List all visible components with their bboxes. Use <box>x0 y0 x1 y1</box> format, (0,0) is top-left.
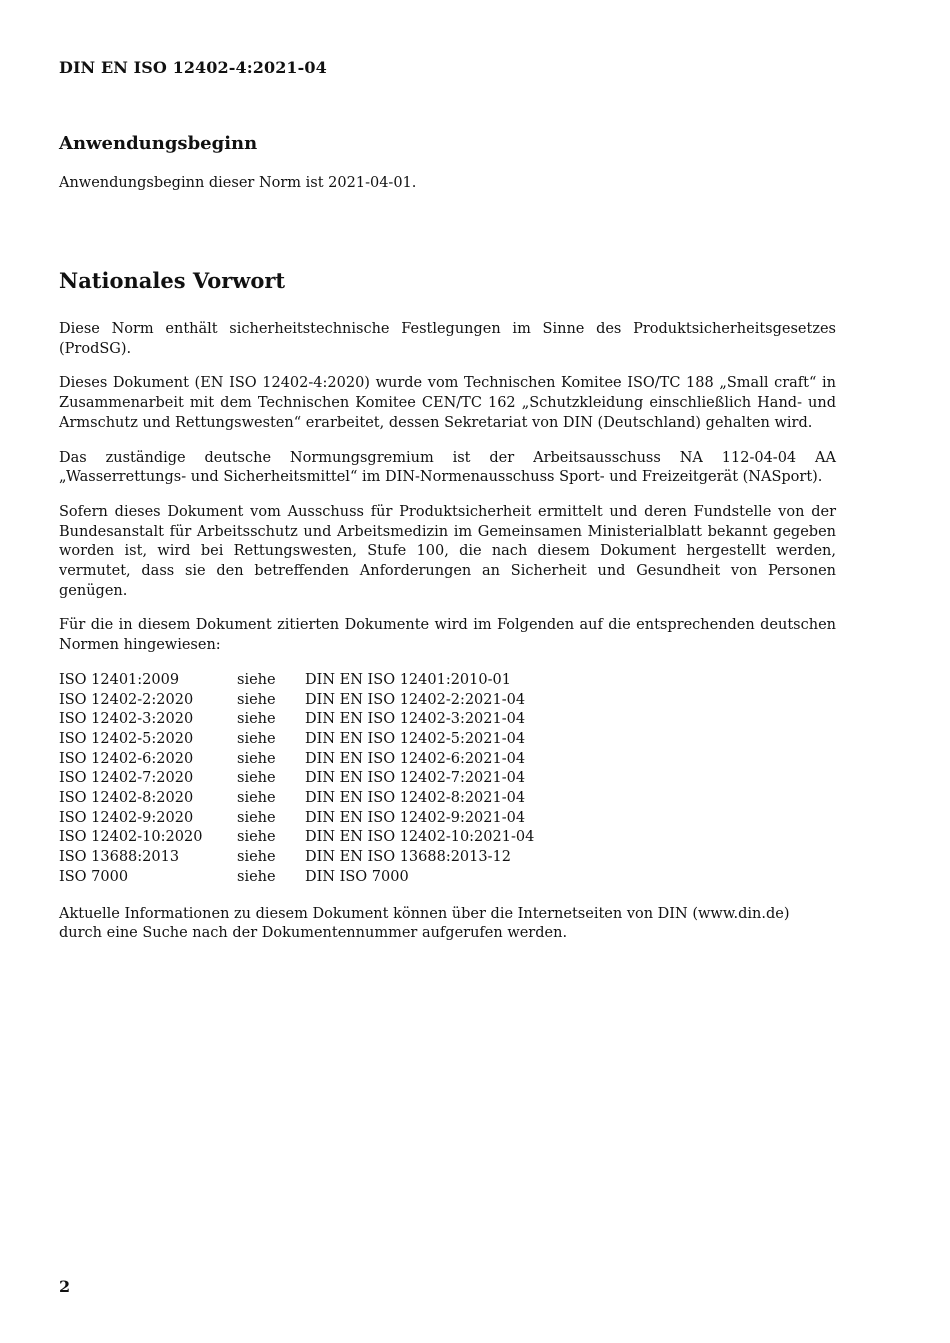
foreword-paragraph: Sofern dieses Dokument vom Ausschuss für Produktsicherheit ermittelt und deren Fundstelle von der Bundesanstalt für Arbeitsschutz und Arbeitsmedizin im Gemeinsamen Ministerialblatt bekannt gegeben worden ist, wird bei Rettungswesten, Stufe 100, die nach diesem Dokument hergestellt werden, vermutet, dass sie den betreffenden Anforderungen an Sicherheit und Gesundheit von Personen genügen. <box>59 503 836 599</box>
iso-standard-cell: ISO 12401:2009 <box>59 671 180 688</box>
document-id-header: DIN EN ISO 12402-4:2021-04 <box>59 58 327 77</box>
closing-paragraph: Aktuelle Informationen zu diesem Dokument können über die Internetseiten von DIN (www.din.de) durch eine Suche nach der Dokumentennummer aufgerufen werden. <box>59 905 790 942</box>
page-number: 2 <box>59 1277 71 1296</box>
din-standard-cell: DIN EN ISO 12402-10:2021-04 <box>305 829 535 846</box>
reference-row <box>59 789 534 809</box>
application-text: Anwendungsbeginn dieser Norm ist 2021-04-01. <box>59 175 417 191</box>
din-standard-cell: DIN EN ISO 12402-5:2021-04 <box>305 730 526 747</box>
iso-standard-cell: ISO 12402-5:2020 <box>59 730 194 747</box>
siehe-cell: siehe <box>237 868 276 885</box>
iso-standard-cell: ISO 12402-2:2020 <box>59 691 194 708</box>
din-standard-cell: DIN ISO 7000 <box>305 868 409 885</box>
din-standard-cell: DIN EN ISO 13688:2013-12 <box>305 849 511 866</box>
siehe-cell: siehe <box>237 691 276 708</box>
reference-row <box>59 809 534 829</box>
din-standard-cell: DIN EN ISO 12402-7:2021-04 <box>305 770 526 787</box>
reference-row <box>59 710 534 730</box>
siehe-cell: siehe <box>237 750 276 767</box>
normative-reference-table <box>59 671 534 888</box>
iso-standard-cell: ISO 7000 <box>59 868 129 885</box>
din-standard-cell: DIN EN ISO 12402-9:2021-04 <box>305 809 526 826</box>
national-foreword-body <box>59 320 836 959</box>
iso-standard-cell: ISO 12402-3:2020 <box>59 711 194 728</box>
reference-row <box>59 730 534 750</box>
siehe-cell: siehe <box>237 829 276 846</box>
reference-row <box>59 691 534 711</box>
iso-standard-cell: ISO 12402-10:2020 <box>59 829 203 846</box>
iso-standard-cell: ISO 12402-9:2020 <box>59 809 194 826</box>
din-standard-cell: DIN EN ISO 12401:2010-01 <box>305 671 511 688</box>
reference-row <box>59 750 534 770</box>
foreword-paragraph: Diese Norm enthält sicherheitstechnische Festlegungen im Sinne des Produktsicherheitsgesetzes (ProdSG). <box>59 321 836 357</box>
siehe-cell: siehe <box>237 671 276 688</box>
iso-standard-cell: ISO 12402-8:2020 <box>59 790 194 807</box>
din-standard-cell: DIN EN ISO 12402-3:2021-04 <box>305 711 526 728</box>
reference-row <box>59 828 534 848</box>
reference-row <box>59 848 534 868</box>
foreword-paragraph: Dieses Dokument (EN ISO 12402-4:2020) wurde vom Technischen Komitee ISO/TC 188 „Small craft“ in Zusammenarbeit mit dem Technischen Komitee CEN/TC 162 „Schutzkleidung einschließlich Hand- und Armschutz und Rettungswesten“ erarbeitet, dessen Sekretariat von DIN (Deutschland) gehalten wird. <box>59 375 836 431</box>
siehe-cell: siehe <box>237 730 276 747</box>
iso-standard-cell: ISO 12402-6:2020 <box>59 750 194 767</box>
reference-row <box>59 769 534 789</box>
reference-row <box>59 868 534 888</box>
foreword-paragraph: Das zuständige deutsche Normungsgremium ist der Arbeitsausschuss NA 112-04-04 AA „Wasserrettungs- und Sicherheitsmittel“ im DIN-Normenausschuss Sport- und Freizeitgerät (NASport). <box>59 449 836 486</box>
iso-standard-cell: ISO 13688:2013 <box>59 849 180 866</box>
reference-table-body <box>59 671 534 888</box>
foreword-paragraph: Für die in diesem Dokument zitierten Dokumente wird im Folgenden auf die entsprechenden deutschen Normen hingewiesen: <box>59 617 836 654</box>
siehe-cell: siehe <box>237 770 276 787</box>
siehe-cell: siehe <box>237 711 276 728</box>
national-foreword-heading: Nationales Vorwort <box>59 268 286 293</box>
din-standard-cell: DIN EN ISO 12402-2:2021-04 <box>305 691 526 708</box>
din-standard-cell: DIN EN ISO 12402-8:2021-04 <box>305 790 526 807</box>
siehe-cell: siehe <box>237 849 276 866</box>
siehe-cell: siehe <box>237 790 276 807</box>
siehe-cell: siehe <box>237 809 276 826</box>
din-standard-cell: DIN EN ISO 12402-6:2021-04 <box>305 750 526 767</box>
iso-standard-cell: ISO 12402-7:2020 <box>59 770 194 787</box>
application-heading: Anwendungsbeginn <box>59 133 258 154</box>
reference-row <box>59 671 534 691</box>
